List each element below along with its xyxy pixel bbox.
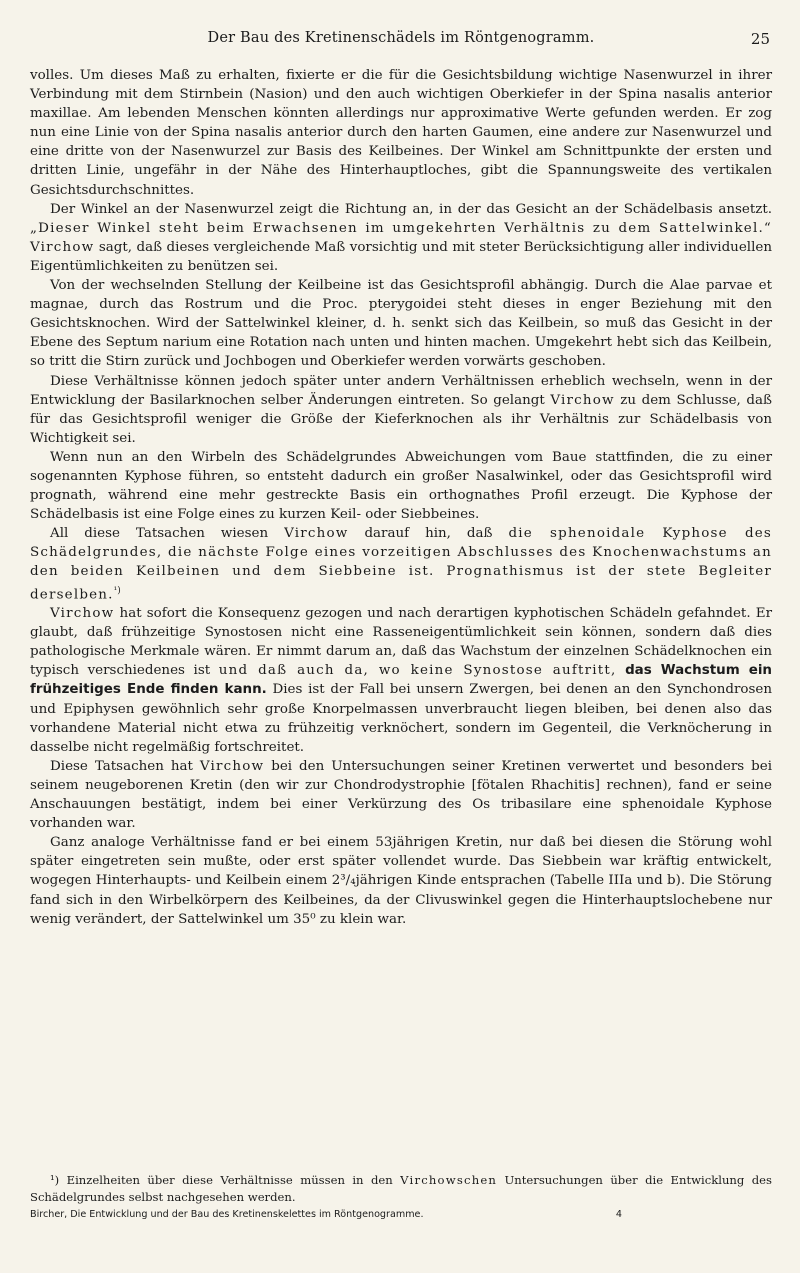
footnote-ref: ¹) <box>113 585 121 596</box>
paragraph-6-text-a: All diese Tatsachen wiesen <box>50 526 285 542</box>
imprint-line <box>30 1207 772 1221</box>
paragraph-7 <box>30 604 772 757</box>
footnote-1 <box>30 1172 772 1205</box>
paragraph-7-author: Virchow <box>50 606 115 622</box>
page-number: 25 <box>750 30 770 48</box>
paragraph-4-text-a: Diese Verhältnisse können jedoch später unter andern Verhältnissen erheblich wechseln, wenn in der Entwicklung der Basilarknochen selber Änderungen eintreten. So gelangt <box>30 373 772 408</box>
paragraph-7-bold: das Wachstum ein frühzeitiges Ende finden kann. <box>30 663 772 698</box>
paragraph-2 <box>30 200 772 276</box>
paragraph-2-quote: „Dieser Winkel steht beim Erwachsenen im umgekehrten Verhältnis zu dem Sattelwinkel.“ <box>30 220 772 236</box>
paragraph-6-text-b: darauf hin, daß <box>348 526 509 542</box>
paragraph-2-author: Virchow <box>30 239 95 255</box>
paragraph-7-text-b: Dies ist der Fall bei unsern Zwergen, bei denen an den Synchondrosen und Epiphysen gewöhnlich sehr große Knorpelmassen unverbraucht liegen bleiben, bei denen also das vorhandene Material nicht etwa zu frühzeitig verknöchert, sondern im Gegenteil, die Verknöcherung in dasselbe nicht regelmäßig fortschreitet. <box>30 682 772 755</box>
paragraph-9-text: Ganz analoge Verhältnisse fand er bei einem 53jährigen Kretin, nur daß bei diesen die Störung wohl später eingetreten sein mußte, oder erst später vollendet wurde. Das Siebbein war kräftig entwickelt, wogegen Hinterhaupts- und Keilbein einem 2³/₄jährigen Kinde entsprachen (Tabelle IIIa und b). Die Störung fand sich in den Wirbelkörpern des Keilbeines, da der Clivuswinkel gegen die Hinterhauptslochebene nur wenig verändert, der Sattelwinkel um 35⁰ zu klein war. <box>30 835 772 927</box>
page-header <box>30 22 772 62</box>
paragraph-6-emphasis: die sphenoidale Kyphose des Schädelgrundes, die nächste Folge eines vorzeitigen Abschlusses des Knochenwachstums an den beiden Keilbeinen und dem Siebbeine ist. Prognathismus ist der stete Begleiter derselben. <box>30 526 772 603</box>
paragraph-8-text-b: bei den Untersuchungen seiner Kretinen verwertet und besonders bei seinem neugeborenen Kretin (den wir zur Chondrodystrophie [fötalen Rhachitis] rechnen), fand er seine Anschauungen bestätigt, indem bei einer Verkürzung des Os tribasilare eine sphenoidale Kyphose vorhanden war. <box>30 758 773 832</box>
footnote-author: Virchowschen <box>400 1173 498 1187</box>
paragraph-4-author: Virchow <box>550 392 615 408</box>
body-text <box>30 66 772 929</box>
paragraph-3 <box>30 276 772 371</box>
paragraph-1 <box>30 66 772 200</box>
paragraph-7-space <box>616 663 625 678</box>
paragraph-4 <box>30 372 772 448</box>
imprint-text: Bircher, Die Entwicklung und der Bau des Kretinenskelettes im Röntgenogramme. <box>30 1209 424 1220</box>
paragraph-8-author: Virchow <box>199 758 265 774</box>
paragraph-2-text-b: sagt, daß dieses vergleichende Maß vorsichtig und mit steter Berücksichtigung aller individuellen Eigentümlichkeiten zu benützen sei. <box>30 239 772 274</box>
paragraph-6 <box>30 524 772 604</box>
footnote-text-b: Untersuchungen über die Entwicklung des Schädelgrundes selbst nachgesehen werden. <box>30 1173 772 1204</box>
paragraph-2-text-a: Der Winkel an der Nasenwurzel zeigt die Richtung an, in der das Gesicht an der Schädelbasis ansetzt. <box>50 201 772 217</box>
signature-mark: 4 <box>615 1209 622 1220</box>
paragraph-9 <box>30 833 772 928</box>
running-title: Der Bau des Kretinenschädels im Röntgenogramm. <box>207 30 595 46</box>
footnotes <box>30 1172 772 1221</box>
page <box>30 22 773 1220</box>
paragraph-1-text: volles. Um dieses Maß zu erhalten, fixierte er die für die Gesichtsbildung wichtige Nasenwurzel in ihrer Verbindung mit dem Stirnbein (Nasion) und den auch wichtigen Oberkiefer in der Spina nasalis anterior maxillae. Am lebenden Menschen könnten allerdings nur approximative Werte gefunden werden. Er zog nun eine Linie von der Spina nasalis anterior durch den harten Gaumen, eine andere zur Nasenwurzel und eine dritte von der Nasenwurzel zur Basis des Keilbeines. Der Winkel am Schnittpunkte der ersten und dritten Linie, ungefähr in der Nähe des Hinterhauptloches, gibt die Spannungsweite des vertikalen Gesichtsdurchschnittes. <box>30 68 772 198</box>
paragraph-4-text-b: zu dem Schlusse, daß für das Gesichtsprofil weniger die Größe der Kieferknochen als ihr Verhältnis zur Schädelbasis von Wichtigkeit sei. <box>30 392 772 446</box>
paragraph-7-text-a: hat sofort die Konsequenz gezogen und nach derartigen kyphotischen Schädeln gefahndet. Er glaubt, daß frühzeitige Synostosen nicht eine Rasseneigentümlichkeit sein können, sondern daß dies pathologische Merkmale wären. Er nimmt darum an, daß das Wachstum der einzelnen Schädelknochen ein typisch verschiedenes ist <box>30 606 772 679</box>
paragraph-5-text: Wenn nun an den Wirbeln des Schädelgrundes Abweichungen vom Baue stattfinden, die zu einer sogenannten Kyphose führen, so entsteht dadurch ein großer Nasalwinkel, oder das Gesichtsprofil wird prognath, während eine mehr gestreckte Basis ein orthognathes Profil erzeugt. Die Kyphose der Schädelbasis ist eine Folge eines zu kurzen Keil- oder Siebbeines. <box>30 449 772 523</box>
paragraph-3-text: Von der wechselnden Stellung der Keilbeine ist das Gesichtsprofil abhängig. Durch die Alae parvae et magnae, durch das Rostrum und die Proc. pterygoidei steht dieses in enger Beziehung mit den Gesichtsknochen. Wird der Sattelwinkel kleiner, d. h. senkt sich das Keilbein, so muß das Gesicht in der Ebene des Septum narium eine Rotation nach unten und hinten machen. Umgekehrt hebt sich das Keilbein, so tritt die Stirn zurück und Jochbogen und Oberkiefer werden vorwärts geschoben. <box>30 278 772 370</box>
paragraph-8 <box>30 757 772 833</box>
paragraph-5 <box>30 448 772 524</box>
paragraph-8-text-a: Diese Tatsachen hat <box>50 758 200 774</box>
footnote-text-a: ¹) Einzelheiten über diese Verhältnisse müssen in den <box>50 1173 401 1187</box>
paragraph-6-author: Virchow <box>284 526 349 542</box>
paragraph-7-emphasis: und daß auch da, wo keine Synostose auftritt, <box>218 663 617 679</box>
